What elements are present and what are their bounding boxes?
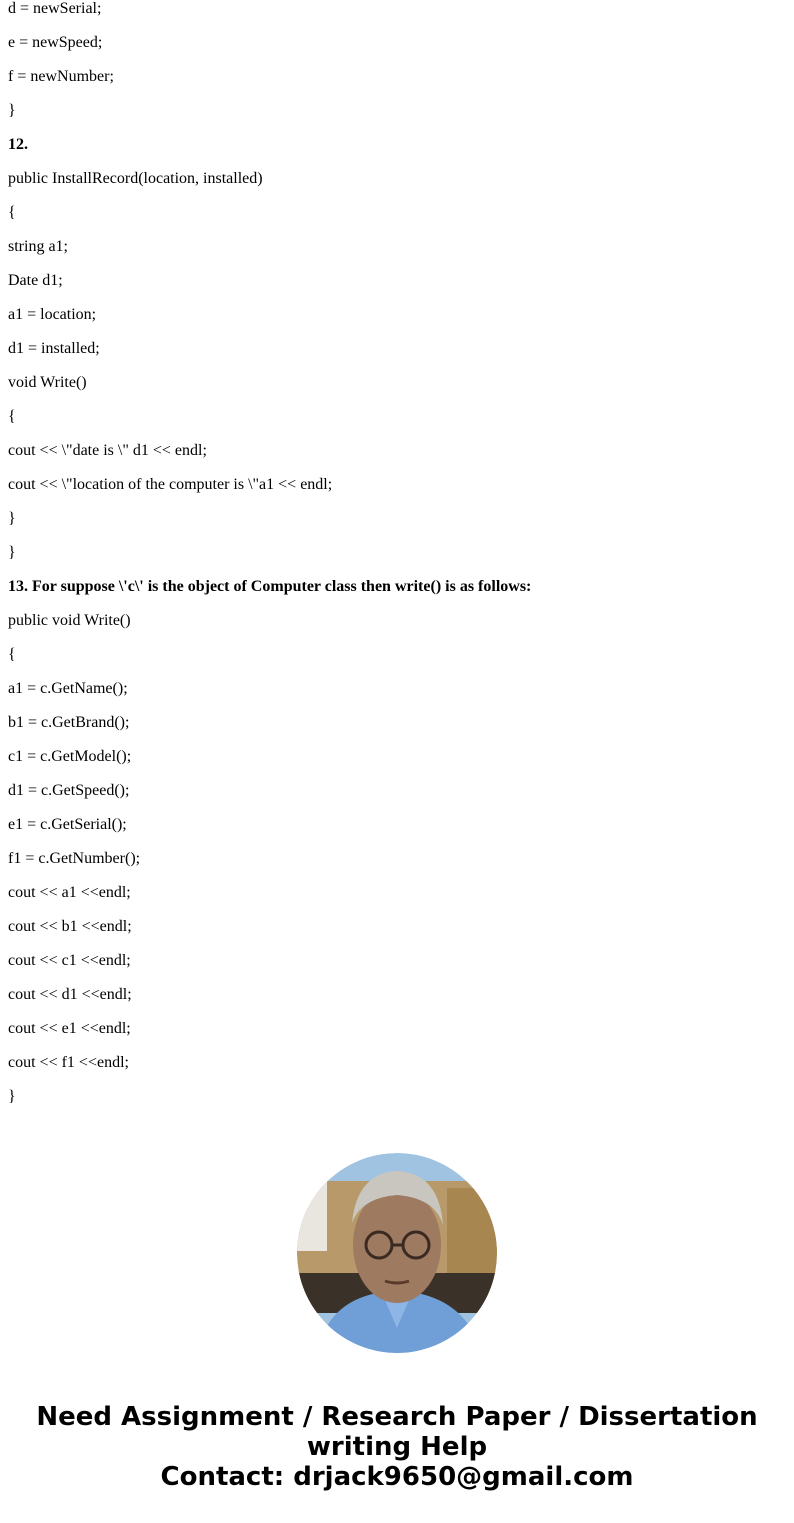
- code-line: a1 = c.GetName();: [8, 680, 128, 697]
- code-line: d1 = c.GetSpeed();: [8, 782, 130, 799]
- code-line: cout << \"date is \" d1 << endl;: [8, 442, 207, 459]
- author-avatar: [297, 1153, 497, 1353]
- code-line: a1 = location;: [8, 306, 97, 323]
- code-line: }: [8, 544, 16, 561]
- promo-line-2: writing Help: [306, 1432, 488, 1462]
- code-line: d = newSerial;: [8, 0, 102, 17]
- code-line: cout << d1 <<endl;: [8, 986, 132, 1003]
- code-line: f = newNumber;: [8, 68, 114, 85]
- code-line: cout << e1 <<endl;: [8, 1020, 131, 1037]
- document-body: [8, 0, 788, 1114]
- code-line: cout << c1 <<endl;: [8, 952, 131, 969]
- code-line: {: [8, 408, 16, 425]
- promo-line-1: Need Assignment / Research Paper / Dissertation: [36, 1402, 758, 1432]
- code-line: {: [8, 204, 16, 221]
- code-line: cout << \"location of the computer is \"a1 << endl;: [8, 476, 333, 493]
- code-line: public InstallRecord(location, installed): [8, 170, 263, 187]
- code-line: cout << a1 <<endl;: [8, 884, 131, 901]
- code-line: string a1;: [8, 238, 68, 255]
- code-line: c1 = c.GetModel();: [8, 748, 132, 765]
- code-line: e1 = c.GetSerial();: [8, 816, 127, 833]
- promo-banner: [0, 1402, 794, 1492]
- code-line: Date d1;: [8, 272, 63, 289]
- section-heading: 12.: [8, 136, 28, 153]
- code-line: }: [8, 102, 16, 119]
- code-line: }: [8, 1088, 16, 1105]
- code-line: public void Write(): [8, 612, 131, 629]
- code-line: cout << f1 <<endl;: [8, 1054, 129, 1071]
- code-line: }: [8, 510, 16, 527]
- person-portrait-icon: [297, 1153, 497, 1353]
- code-line: b1 = c.GetBrand();: [8, 714, 130, 731]
- code-line: cout << b1 <<endl;: [8, 918, 132, 935]
- code-line: {: [8, 646, 16, 663]
- code-line: void Write(): [8, 374, 87, 391]
- promo-contact: Contact: drjack9650@gmail.com: [160, 1462, 634, 1492]
- section-heading: 13. For suppose \'c\' is the object of Computer class then write() is as follows:: [8, 578, 532, 595]
- code-line: e = newSpeed;: [8, 34, 103, 51]
- code-line: f1 = c.GetNumber();: [8, 850, 141, 867]
- code-line: d1 = installed;: [8, 340, 100, 357]
